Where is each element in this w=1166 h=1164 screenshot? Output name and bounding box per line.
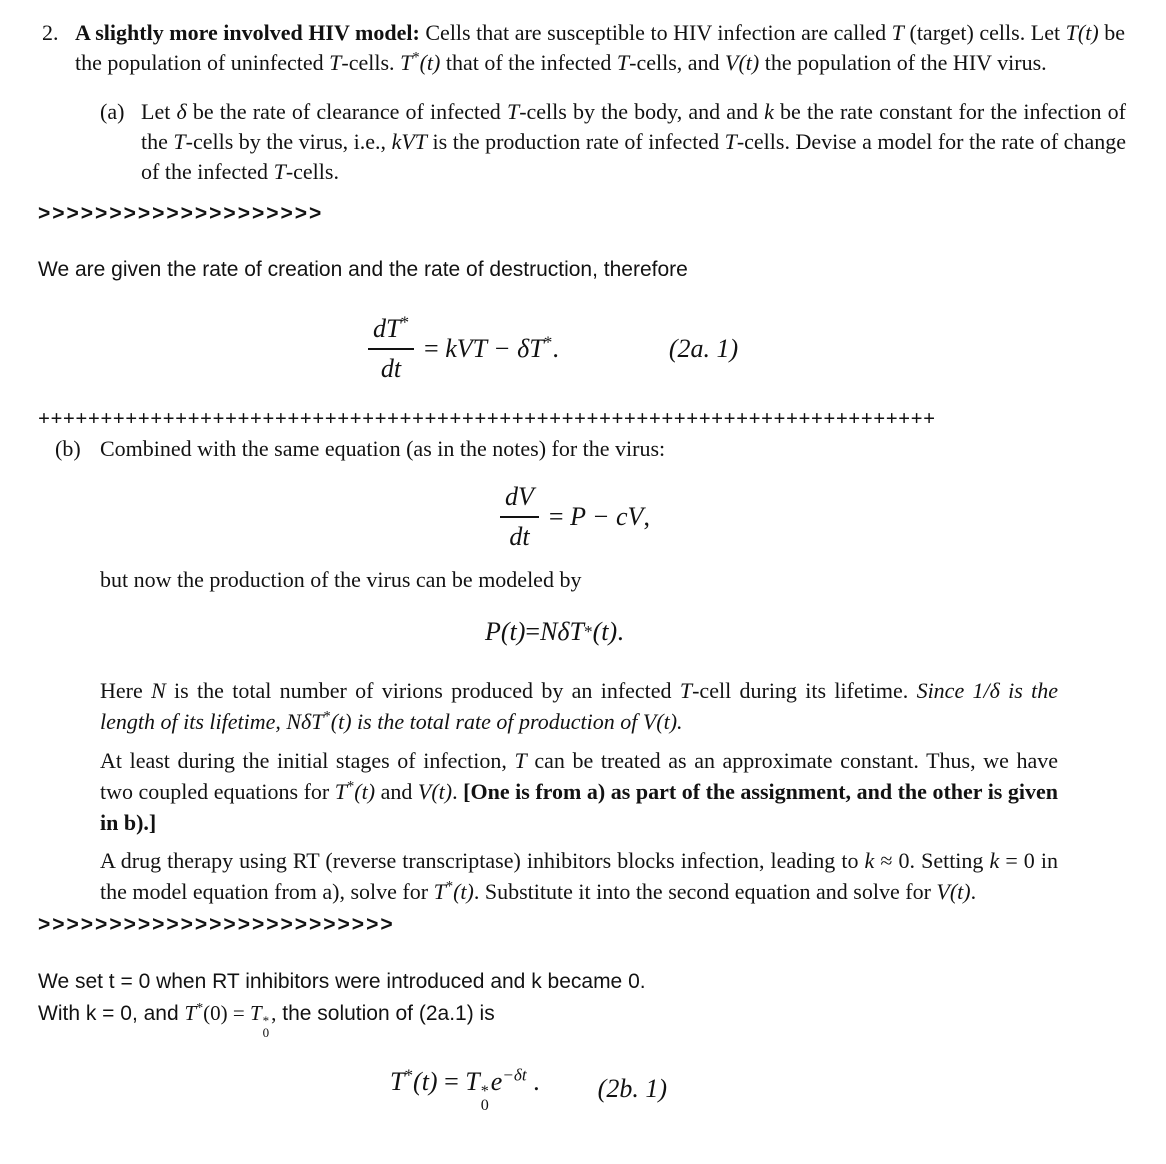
- paragraph-here-n: Here N is the total number of virions produced by an infected T-cell during its lifetime. Since 1/δ is the length of its lifetime, NδT*(t) is the total rate of production of V(t).: [100, 678, 1059, 734]
- fraction-numerator: dV: [500, 481, 539, 518]
- problem-intro: A slightly more involved HIV model: Cells that are susceptible to HIV infection are called T (target) cells. Let T(t) be the population of uninfected T-cells. T*(t) that of the infected T-cells, and V(t) the population of the HIV virus.: [75, 20, 1125, 75]
- part-a-text: Let δ be the rate of clearance of infected T-cells by the body, and and k be the rate constant for the infection of the T-cells by the virus, i.e., kVT is the production rate of infected T-cells. Devise a model for the rate of change of the infected T-cells.: [141, 99, 1126, 184]
- part-b-text: Combined with the same equation (as in the notes) for the virus:: [100, 436, 666, 461]
- equation-2a1-fraction: [368, 313, 414, 385]
- equation-2b1-body: T*(t) = T * 0 $e^{-\delta t}$ .: [390, 1064, 540, 1115]
- but-now-text: but now the production of the virus can be modeled by: [100, 567, 582, 592]
- separator-arrows-bottom: >>>>>>>>>>>>>>>>>>>>>>>>>: [38, 913, 395, 936]
- answer-with-k: With k = 0, and T*(0) = T * 0 , the solution of (2a.1) is: [38, 1000, 495, 1040]
- part-a: [100, 97, 1126, 187]
- fraction-denominator: dt: [380, 354, 402, 383]
- fraction-denominator: dt: [509, 522, 530, 551]
- fraction-numerator: dT*: [368, 313, 414, 350]
- problem-item-number: 2.: [42, 20, 59, 45]
- part-a-label: (a): [100, 99, 125, 124]
- part-b-label: (b): [55, 436, 81, 461]
- problem-item: [38, 18, 1128, 78]
- equation-p: P(t) = NδT * (t) .: [485, 617, 624, 646]
- equation-dv-fraction: [500, 481, 539, 553]
- separator-plus-line: ++++++++++++++++++++++++++++++++++++++++++++++++++++++++++++++++++++++++: [38, 406, 936, 430]
- answer-set-t: We set t = 0 when RT inhibitors were introduced and k became 0.: [38, 970, 646, 993]
- equation-dv-rhs: = P − cV,: [548, 502, 650, 531]
- equation-dv: [500, 481, 1166, 553]
- equation-2a1-label: (2a. 1): [668, 334, 739, 363]
- equation-2a1: [368, 313, 1166, 385]
- paragraph-drug-therapy: A drug therapy using RT (reverse transcriptase) inhibitors blocks infection, leading to k ≈ 0. Setting k = 0 in the model equation from a), solve for T*(t). Substitute it into the second equation and solve for V(t).: [100, 848, 1058, 904]
- equation-2b1-label: (2b. 1): [597, 1074, 667, 1104]
- part-b: [55, 434, 1165, 464]
- equation-2a1-rhs: = kVT − δT*.: [424, 332, 559, 363]
- paragraph-at-least: At least during the initial stages of infection, T can be treated as an approximate constant. Thus, we have two coupled equations for T*(t) and V(t). [One is from a) as part of the assignment, and the other is given in b).]: [100, 748, 1059, 835]
- answer-given-rates: We are given the rate of creation and the rate of destruction, therefore: [38, 258, 688, 281]
- equation-2b1: [390, 1066, 1166, 1113]
- separator-arrows-top: >>>>>>>>>>>>>>>>>>>>: [38, 202, 324, 225]
